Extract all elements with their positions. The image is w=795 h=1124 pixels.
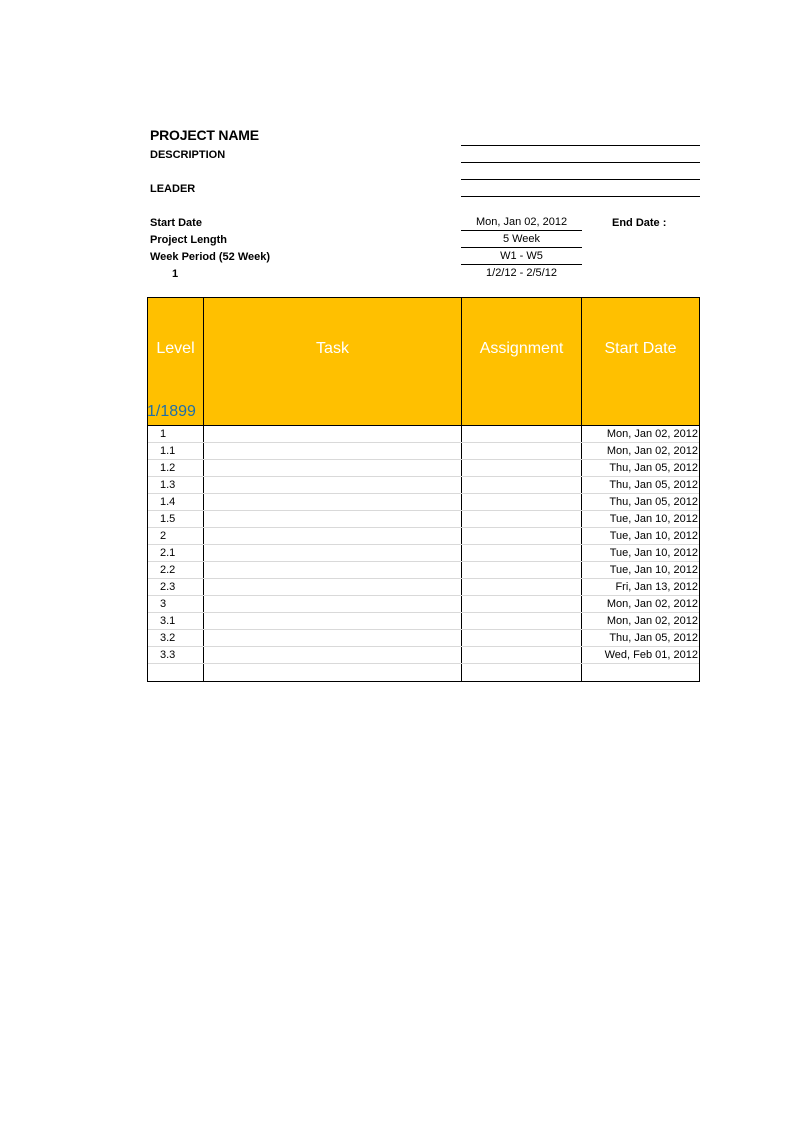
start-date-cell[interactable]: Thu, Jan 05, 2012 [609,462,698,474]
column-header-start-date: Start Date [604,340,677,357]
start-date-cell[interactable]: Thu, Jan 05, 2012 [609,632,698,644]
start-date-value[interactable]: Mon, Jan 02, 2012 [475,216,568,228]
level-cell[interactable]: 3.1 [160,615,176,627]
project-length-label: Project Length [150,234,228,246]
level-cell[interactable]: 2.1 [160,547,176,559]
level-cell[interactable]: 3.2 [160,632,176,644]
assignment-cell[interactable] [462,647,581,663]
task-table [147,297,700,682]
end-date-label: End Date : [612,217,667,229]
date-range-value: 1/2/12 - 2/5/12 [486,267,557,279]
overflow-date-text: 1/1899 [147,403,196,420]
week-period-label: Week Period (52 Week) [150,251,271,263]
week-period-value[interactable]: W1 - W5 [500,250,543,262]
task-cell[interactable] [204,562,461,578]
level-cell[interactable]: 1 [160,428,167,440]
start-date-cell[interactable]: Mon, Jan 02, 2012 [606,615,698,627]
table-row [148,545,699,562]
start-date-cell[interactable]: Thu, Jan 05, 2012 [609,496,698,508]
level-cell[interactable]: 1.4 [160,496,176,508]
assignment-cell[interactable] [462,528,581,544]
start-date-label: Start Date [150,217,202,229]
assignment-cell[interactable] [462,664,581,680]
table-row [148,460,699,477]
table-row [148,630,699,647]
start-date-cell[interactable]: Tue, Jan 10, 2012 [609,547,698,559]
task-cell[interactable] [204,596,461,612]
week-number: 1 [172,268,179,280]
column-header-assignment: Assignment [479,340,564,357]
start-date-underline [461,230,582,231]
task-cell[interactable] [204,477,461,493]
start-date-cell[interactable]: Fri, Jan 13, 2012 [615,581,698,593]
table-body [147,426,700,682]
table-row [148,477,699,494]
description-label: DESCRIPTION [150,149,226,161]
table-row [148,596,699,613]
start-date-cell[interactable] [582,664,699,680]
table-row [148,528,699,545]
assignment-cell[interactable] [462,494,581,510]
table-row [148,647,699,664]
start-date-cell[interactable]: Wed, Feb 01, 2012 [604,649,698,661]
level-cell[interactable]: 3.3 [160,649,176,661]
task-cell[interactable] [204,528,461,544]
description-line-1[interactable] [461,162,700,163]
level-cell[interactable]: 1.2 [160,462,176,474]
level-cell[interactable]: 1.3 [160,479,176,491]
task-cell[interactable] [204,630,461,646]
task-cell[interactable] [204,511,461,527]
level-cell[interactable]: 1.1 [160,445,176,457]
project-name-line[interactable] [461,145,700,146]
task-cell[interactable] [204,426,461,442]
level-cell[interactable]: 2.2 [160,564,176,576]
column-header-level: Level [156,340,195,357]
assignment-cell[interactable] [462,511,581,527]
table-row [148,443,699,460]
level-cell[interactable]: 2 [160,530,167,542]
task-cell[interactable] [204,664,461,680]
assignment-cell[interactable] [462,562,581,578]
assignment-cell[interactable] [462,613,581,629]
assignment-cell[interactable] [462,477,581,493]
table-row [148,426,699,443]
project-length-underline [461,247,582,248]
task-cell[interactable] [204,647,461,663]
start-date-cell[interactable]: Mon, Jan 02, 2012 [606,445,698,457]
task-cell[interactable] [204,443,461,459]
table-row [148,613,699,630]
task-cell[interactable] [204,545,461,561]
start-date-cell[interactable]: Tue, Jan 10, 2012 [609,513,698,525]
task-cell[interactable] [204,460,461,476]
project-length-value[interactable]: 5 Week [502,233,541,245]
assignment-cell[interactable] [462,426,581,442]
table-header [147,297,700,426]
assignment-cell[interactable] [462,460,581,476]
table-row [148,511,699,528]
task-cell[interactable] [204,613,461,629]
assignment-cell[interactable] [462,630,581,646]
level-cell[interactable]: 2.3 [160,581,176,593]
table-row [148,664,699,681]
leader-label: LEADER [150,183,196,195]
project-name: PROJECT NAME [150,127,259,143]
level-cell[interactable]: 3 [160,598,167,610]
table-row [148,579,699,596]
assignment-cell[interactable] [462,545,581,561]
table-row [148,494,699,511]
start-date-cell[interactable]: Tue, Jan 10, 2012 [609,530,698,542]
week-period-underline [461,264,582,265]
description-line-2[interactable] [461,179,700,180]
level-cell[interactable]: 1.5 [160,513,176,525]
assignment-cell[interactable] [462,443,581,459]
table-row [148,562,699,579]
leader-line[interactable] [461,196,700,197]
assignment-cell[interactable] [462,579,581,595]
level-cell[interactable] [148,664,203,680]
column-header-task: Task [316,340,349,357]
task-cell[interactable] [204,579,461,595]
task-cell[interactable] [204,494,461,510]
start-date-cell[interactable]: Mon, Jan 02, 2012 [606,598,698,610]
start-date-cell[interactable]: Thu, Jan 05, 2012 [609,479,698,491]
start-date-cell[interactable]: Mon, Jan 02, 2012 [606,428,698,440]
start-date-cell[interactable]: Tue, Jan 10, 2012 [609,564,698,576]
assignment-cell[interactable] [462,596,581,612]
